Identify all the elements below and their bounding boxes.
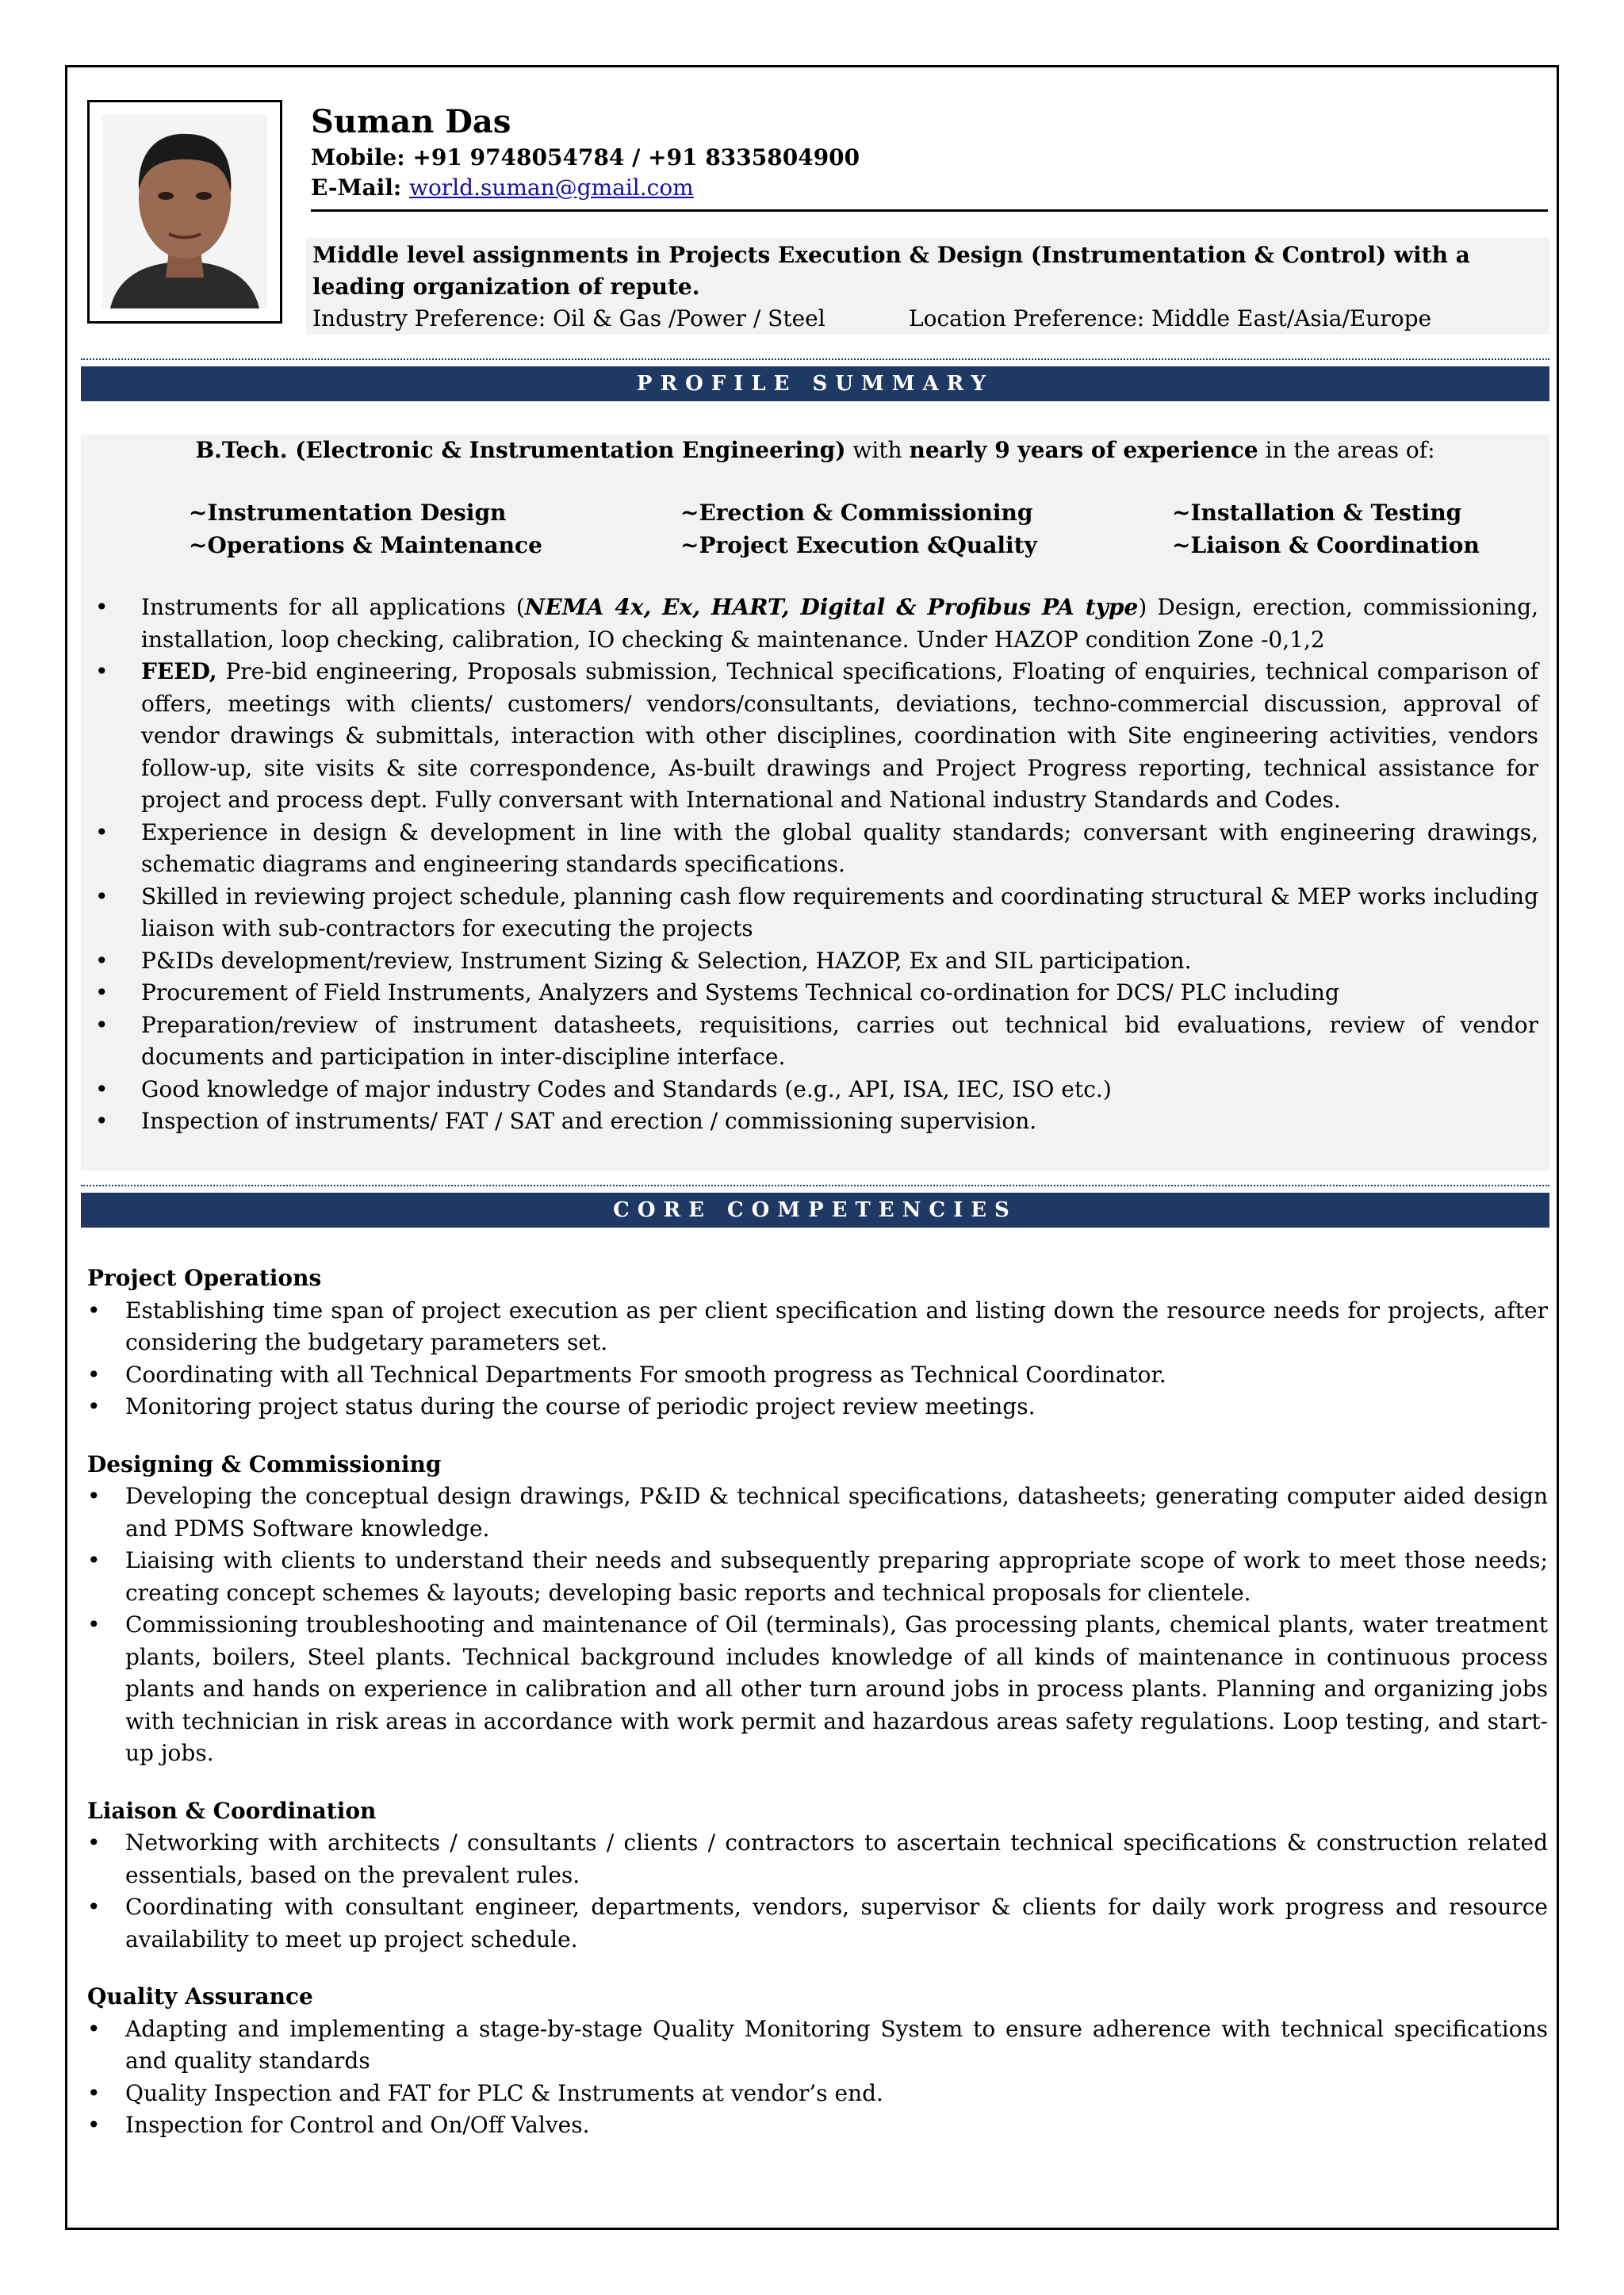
summary-intro [87,435,1543,466]
core-competencies-heading: CORE COMPETENCIES [81,1193,1549,1228]
area-item: ~Installation & Testing [1172,500,1462,526]
competency-group [87,1449,1548,1770]
list-item [141,592,1538,656]
list-item: • Good knowledge of major industry Codes and Standards (e.g., API, ISA, IEC, ISO etc.) [141,1074,1538,1106]
competency-group [87,1795,1548,1956]
header [311,102,1548,203]
summary-bullets [87,592,1543,1138]
mobile-line [311,143,1548,173]
header-divider [311,209,1548,212]
objective-title: Middle level assignments in Projects Execution & Design (Instrumentation & Control) with a leading organization of repute. [312,242,1470,300]
area-item: ~Instrumentation Design [189,500,507,526]
list-item: • P&IDs development/review, Instrument Sizing & Selection, HAZOP, Ex and SIL participation. [141,945,1538,978]
candidate-name: Suman Das [311,103,511,140]
area-item: ~Project Execution &Quality [680,532,1037,558]
list-item: • Monitoring project status during the course of periodic project review meetings. [125,1391,1548,1423]
bullet-text: ) Design, erection, commissioning, installation, loop checking, calibration, IO checking & maintenance. Under HAZOP condition Zone -0,1,2 [141,594,1538,653]
profile-summary [81,435,1549,1170]
feed-label: FEED, [141,658,217,684]
core-competencies [87,1262,1548,2167]
competency-group [87,1262,1548,1423]
area-item: ~Erection & Commissioning [680,500,1033,526]
industry-preference: Industry Preference: Oil & Gas /Power / Steel [312,305,825,331]
expertise-areas [189,496,1543,561]
bullet-text: Pre-bid engineering, Proposals submission, Technical specifications, Floating of enquiries, technical comparison of offers, meetings with clients/ customers/ vendors/consultants, deviations, techno-commercial discussion, approval of vendor drawings & submittals, interaction with other disciplines, coordination with Site engineering activities, vendors follow-up, site visits & site correspondence, As-built drawings and Project Progress reporting, technical assistance for project and process dept. Fully conversant with International and National industry Standards and Codes. [141,658,1538,813]
objective-box [306,238,1549,335]
list-item: • Coordinating with all Technical Departments For smooth progress as Technical Coordinator. [125,1359,1548,1392]
list-item [141,656,1538,817]
group-title: Liaison & Coordination [87,1797,377,1824]
email-line [311,173,1548,203]
preferences-line [312,303,1543,335]
list-item: • Procurement of Field Instruments, Analyzers and Systems Technical co-ordination for DCS/ PLC including [141,977,1538,1010]
profile-photo [87,100,282,324]
portrait-image [102,115,267,308]
email-link[interactable]: world.suman@gmail.com [408,174,694,201]
experience-text: nearly 9 years of experience [909,437,1258,463]
group-title: Project Operations [87,1265,322,1291]
list-item: • Preparation/review of instrument datasheets, requisitions, carries out technical bid evaluations, review of vendor documents and participation in inter-discipline interface. [141,1010,1538,1074]
area-item: ~Operations & Maintenance [189,532,542,558]
area-item: ~Liaison & Coordination [1172,532,1480,558]
list-item: • Networking with architects / consultants / clients / contractors to ascertain technical specifications & construction related essentials, based on the prevalent rules. [125,1827,1548,1891]
list-item: • Skilled in reviewing project schedule, planning cash flow requirements and coordinating structural & MEP works including liaison with sub-contractors for executing the projects [141,881,1538,945]
profile-summary-heading: PROFILE SUMMARY [81,366,1549,401]
group-title: Quality Assurance [87,1983,313,2010]
list-item: • Commissioning troubleshooting and maintenance of Oil (terminals), Gas processing plants, chemical plants, water treatment plants, boilers, Steel plants. Technical background includes knowledge of all kinds of maintenance in continuous process plants and hands on experience in calibration and all other turn around jobs in process plants. Planning and organizing jobs with technician in risk areas in accordance with work permit and hazardous areas safety regulations. Loop testing, and start-up jobs. [125,1609,1548,1770]
intro-connector: with [845,437,910,463]
degree-text: B.Tech. (Electronic & Instrumentation Engineering) [195,437,846,463]
list-item: • Experience in design & development in line with the global quality standards; conversant with engineering drawings, schematic diagrams and engineering standards specifications. [141,817,1538,881]
instrument-types: NEMA 4x, Ex, HART, Digital & Profibus PA type [524,594,1139,620]
list-item: • Quality Inspection and FAT for PLC & Instruments at vendor’s end. [125,2078,1548,2110]
bullet-text: Instruments for all applications ( [141,594,525,620]
mobile-value: +91 9748054784 / +91 8335804900 [404,144,860,170]
location-preference: Location Preference: Middle East/Asia/Europe [909,305,1432,331]
group-title: Designing & Commissioning [87,1450,442,1477]
list-item: • Inspection for Control and On/Off Valves. [125,2109,1548,2142]
list-item: • Coordinating with consultant engineer, departments, vendors, supervisor & clients for daily work progress and resource availability to meet up project schedule. [125,1891,1548,1956]
intro-tail: in the areas of: [1258,437,1435,463]
mobile-label: Mobile: [311,144,405,170]
list-item: • Establishing time span of project execution as per client specification and listing down the resource needs for projects, after considering the budgetary parameters set. [125,1295,1548,1359]
list-item: • Adapting and implementing a stage-by-stage Quality Monitoring System to ensure adherence with technical specifications and quality standards [125,2013,1548,2078]
competency-group [87,1981,1548,2142]
list-item: • Developing the conceptual design drawings, P&ID & technical specifications, datasheets; generating computer aided design and PDMS Software knowledge. [125,1481,1548,1545]
list-item: • Inspection of instruments/ FAT / SAT and erection / commissioning supervision. [141,1105,1538,1138]
list-item: • Liaising with clients to understand their needs and subsequently preparing appropriate scope of work to meet those needs; creating concept schemes & layouts; developing basic reports and technical proposals for clientele. [125,1545,1548,1609]
email-label: E-Mail: [311,174,402,201]
